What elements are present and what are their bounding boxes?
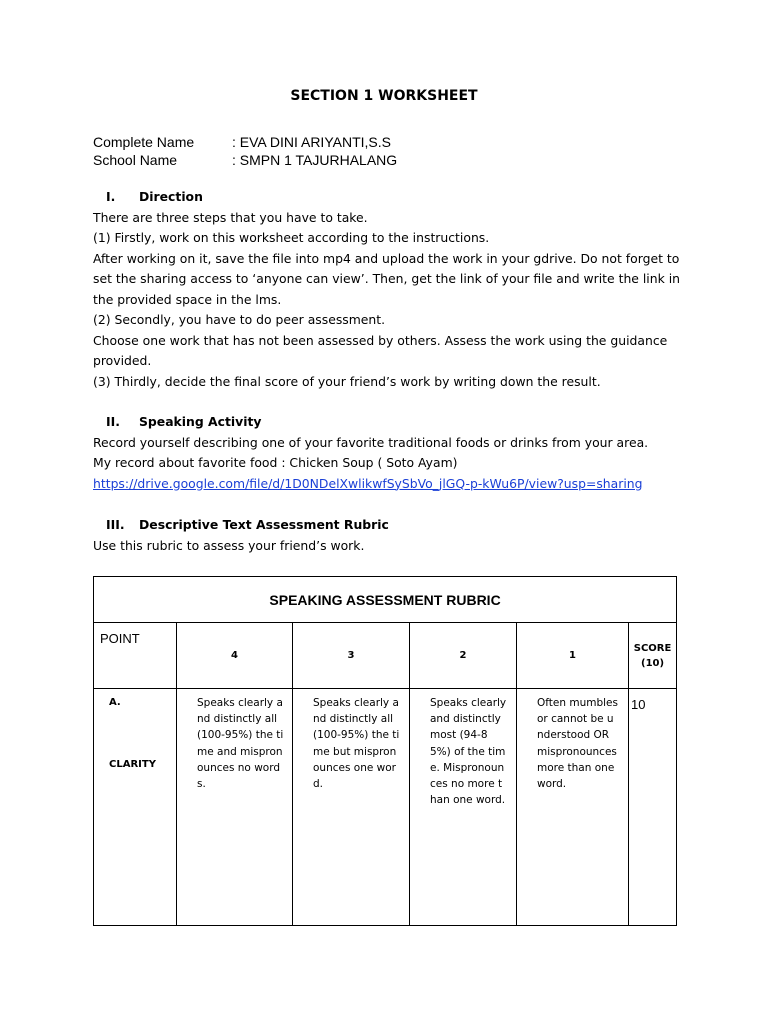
school-name-value: : SMPN 1 TAJURHALANG [232, 152, 398, 168]
score-header [629, 623, 677, 689]
score-header-label: SCORE [633, 642, 672, 654]
level-header: 1 [517, 623, 629, 689]
rubric-section [93, 515, 683, 556]
rubric-title: Descriptive Text Assessment Rubric [139, 517, 389, 532]
complete-name-value: : EVA DINI ARIYANTI,S.S [232, 134, 391, 150]
descriptor-cell: Often mumbles or cannot be understood OR mispronounces more than one word. [517, 689, 629, 926]
criterion-letter: A. [109, 697, 121, 708]
descriptor-cell: Speaks clearly and distinctly all (100-95%) the time and mispronounces no words. [177, 689, 293, 926]
direction-number: I. [106, 189, 116, 204]
recording-link[interactable]: https://drive.google.com/file/d/1D0NDelXwlikwfSySbVo_jlGQ-p-kWu6P/view?usp=sharing [93, 475, 643, 491]
point-header: POINT [94, 623, 177, 689]
table-row [94, 689, 677, 926]
level-header: 3 [293, 623, 410, 689]
direction-line: (3) Thirdly, decide the final score of your friend’s work by writing down the result. [93, 373, 601, 389]
criterion-name: CLARITY [109, 759, 156, 770]
criterion-cell [94, 689, 177, 926]
complete-name-row [93, 134, 391, 150]
rubric-header-row [94, 623, 677, 689]
score-value: 10 [629, 689, 677, 926]
speaking-heading [93, 412, 683, 433]
speaking-instruction: Record yourself describing one of your favorite traditional foods or drinks from your area. [93, 434, 649, 450]
direction-title: Direction [139, 189, 203, 204]
speaking-number: II. [106, 414, 120, 429]
rubric-number: III. [106, 517, 125, 532]
direction-line: Choose one work that has not been assessed by others. Assess the work using the guidance provided. [93, 332, 668, 368]
direction-heading [93, 187, 683, 208]
school-name-row [93, 152, 397, 168]
speaking-title: Speaking Activity [139, 414, 262, 429]
rubric-table-title: SPEAKING ASSESSMENT RUBRIC [94, 577, 677, 623]
descriptor-cell: Speaks clearly and distinctly most (94-85%) of the time. Mispronounces no more than one word. [410, 689, 517, 926]
speaking-rubric-table [93, 576, 677, 926]
score-header-max: (10) [641, 657, 665, 669]
rubric-heading [93, 515, 683, 536]
direction-section [93, 187, 683, 392]
school-name-label: School Name [93, 152, 178, 168]
descriptor-cell: Speaks clearly and distinctly all (100-95%) the time but mispronounces one word. [293, 689, 410, 926]
page-title: SECTION 1 WORKSHEET [290, 88, 478, 104]
direction-line: There are three steps that you have to take. [93, 209, 368, 225]
complete-name-label: Complete Name [93, 134, 195, 150]
level-header: 4 [177, 623, 293, 689]
speaking-record: My record about favorite food : Chicken Soup ( Soto Ayam) [93, 455, 458, 470]
direction-line: After working on it, save the file into mp4 and upload the work in your gdrive. Do not forget to set the sharing access to ‘anyone can view’. Then, get the link of your file and write the link in the provided space in the lms. [93, 250, 681, 307]
direction-line: (2) Secondly, you have to do peer assessment. [93, 312, 386, 327]
rubric-instruction: Use this rubric to assess your friend’s work. [93, 537, 365, 553]
direction-line: (1) Firstly, work on this worksheet according to the instructions. [93, 230, 490, 245]
speaking-section [93, 412, 683, 494]
level-header: 2 [410, 623, 517, 689]
